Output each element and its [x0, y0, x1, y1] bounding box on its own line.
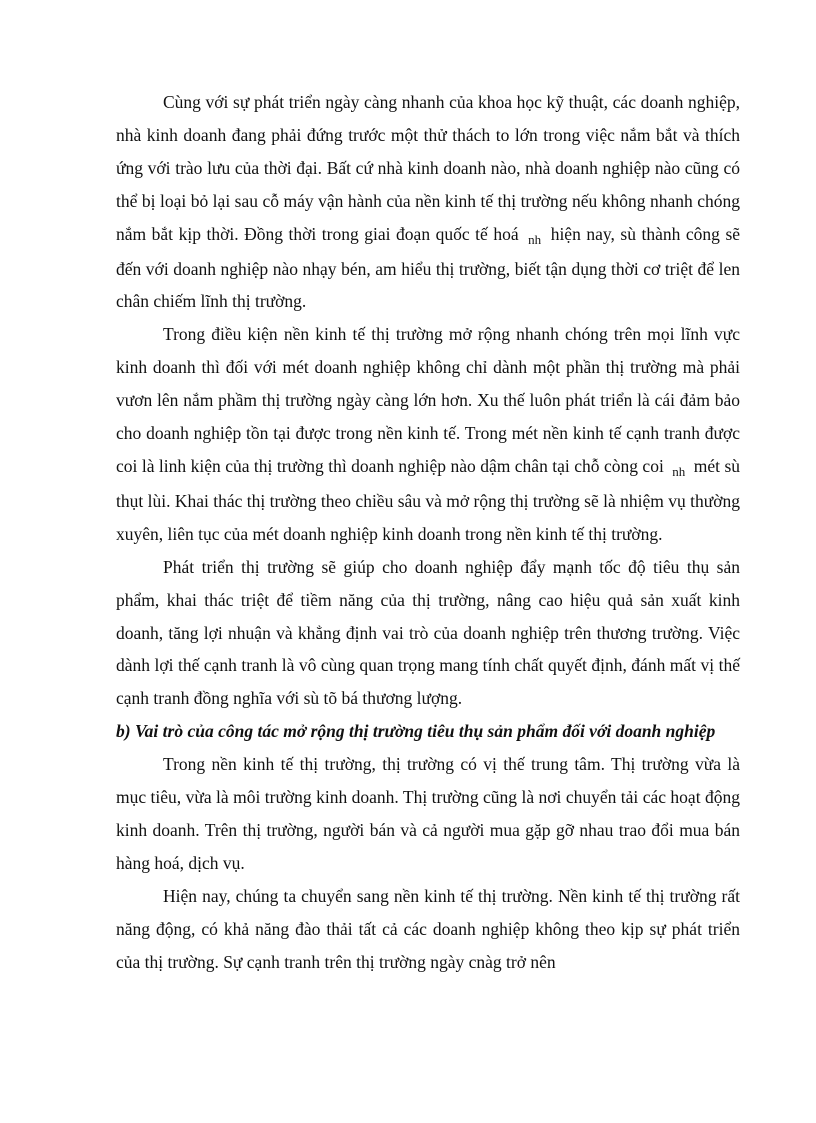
paragraph-4: Trong nền kinh tế thị trường, thị trường có vị thế trung tâm. Thị trường vừa là mục tiêu, vừa là môi trường kinh doanh. Thị trường cũng là nơi chuyển tải các hoạt động kinh doanh. Trên thị trường, người bán và cả người mua gặp gỡ nhau trao đổi mua bán hàng hoá, dịch vụ. [116, 754, 740, 873]
paragraph-5: Hiện nay, chúng ta chuyển sang nền kinh tế thị trường. Nền kinh tế thị trường rất năng động, có khả năng đào thải tất cả các doanh nghiệp không theo kịp sự phát triển của thị trường. Sự cạnh tranh trên thị trường ngày cnàg trở nên [116, 885, 740, 972]
paragraph-1 [116, 86, 740, 318]
paragraph-2-text-after: mét sù thụt lùi. Khai thác thị trường theo chiều sâu và mở rộng thị trường sẽ là nhiệm vụ thường xuyên, liên tục của mét doanh nghiệp kinh doanh trong nền kinh tế thị trường. [116, 455, 741, 544]
paragraph-2 [116, 318, 740, 550]
paragraph-3: Phát triển thị trường sẽ giúp cho doanh nghiệp đẩy mạnh tốc độ tiêu thụ sản phẩm, khai thác triệt để tiềm năng của thị trường, nâng cao hiệu quả sản xuất kinh doanh, tăng lợi nhuận và khẳng định vai trò của doanh nghiệp trên thương trường. Việc dành lợi thế cạnh tranh là vô cùng quan trọng mang tính chất quyết định, đánh mất vị thế cạnh tranh đồng nghĩa với sù tõ bá thương lượng. [116, 556, 740, 709]
paragraph-1-marker: nh [528, 231, 542, 247]
paragraph-2-marker: nh [672, 463, 686, 479]
paragraph-1-text-after: hiện nay, sù thành công sẽ đến với doanh nghiệp nào nhạy bén, am hiểu thị trường, biết tận dụng thời cơ triệt để len chân chiếm lĩnh thị trường. [116, 223, 741, 312]
paragraph-1-text-before: Cùng với sự phát triển ngày càng nhanh của khoa học kỹ thuật, các doanh nghiệp, nhà kinh doanh đang phải đứng trước một thử thách to lớn trong việc nắm bắt và thích ứng với trào lưu của thời đại. Bất cứ nhà kinh doanh nào, nhà doanh nghiệp nào cũng có thể bị loại bỏ lại sau cỗ máy vận hành của nền kinh tế thị trường nếu không nhanh chóng nắm bắt kịp thời. Đồng thời trong giai đoạn quốc tế hoá [116, 92, 740, 244]
document-body [116, 86, 740, 978]
section-heading: b) Vai trò của công tác mở rộng thị trường tiêu thụ sản phẩm đối với doanh nghiệp [116, 721, 716, 742]
paragraph-2-text-before: Trong điều kiện nền kinh tế thị trường mở rộng nhanh chóng trên mọi lĩnh vực kinh doanh thì đối với mét doanh nghiệp không chỉ dành một phần thị trường mà phải vươn lên nắm phầm thị trường ngày càng lớn hơn. Xu thế luôn phát triển là cái đảm bảo cho doanh nghiệp tồn tại được trong nền kinh tế. Trong mét nền kinh tế cạnh tranh được coi là linh kiện của thị trường thì doanh nghiệp nào dậm chân tại chỗ còng coi [116, 324, 740, 476]
